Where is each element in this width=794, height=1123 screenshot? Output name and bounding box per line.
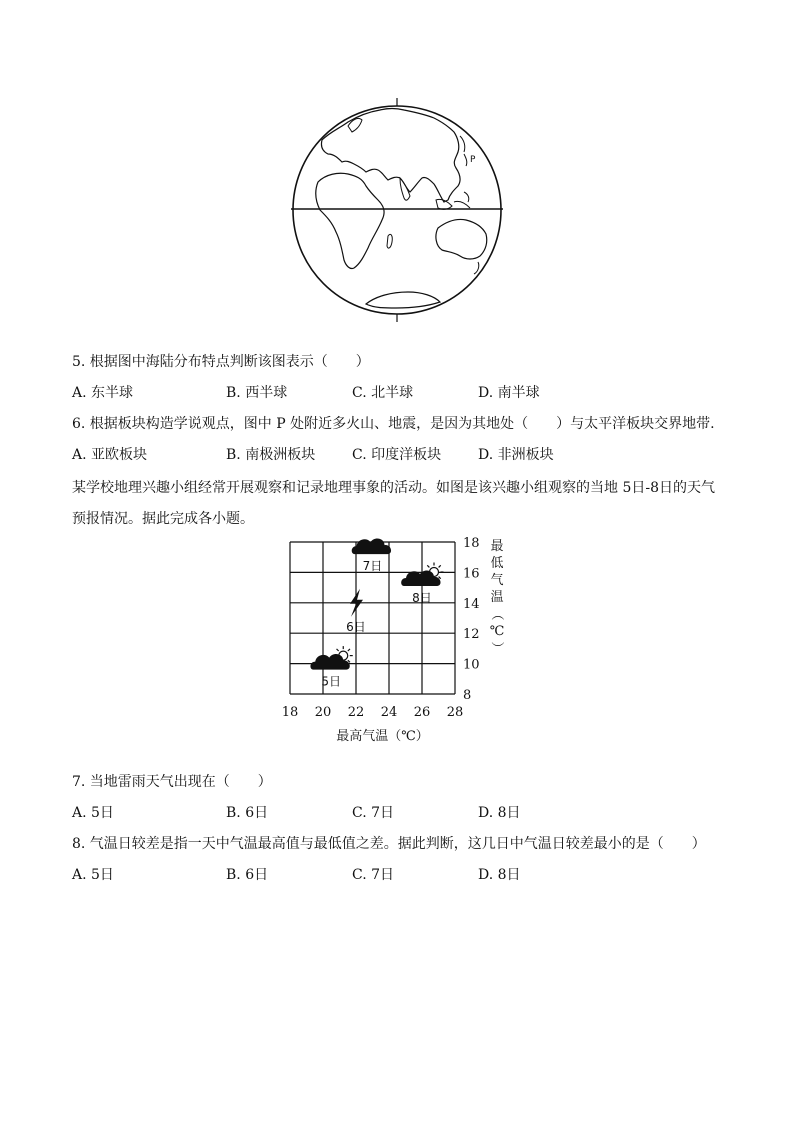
- y-tick-label: 16: [463, 566, 480, 582]
- y-axis-label-char: ℃: [489, 624, 505, 639]
- question-8-option-b[interactable]: B. 6日: [226, 867, 269, 883]
- question-5-option-c[interactable]: C. 北半球: [352, 385, 414, 401]
- question-7-option-d[interactable]: D. 8日: [478, 805, 521, 821]
- x-tick-label: 24: [380, 705, 398, 720]
- cloud-icon: [352, 539, 391, 555]
- point-p-label: P: [470, 155, 476, 165]
- question-8-stem: 8. 气温日较差是指一天中气温最高值与最低值之差。据此判断，这几日中气温日较差最小的是（ ）: [72, 836, 706, 852]
- point-label: 7日: [362, 559, 383, 574]
- question-7-option-c[interactable]: C. 7日: [352, 805, 395, 821]
- y-axis-label-char: ）: [489, 641, 504, 655]
- globe-icon: [288, 96, 506, 324]
- hemisphere-map: [288, 96, 506, 324]
- question-6-option-d[interactable]: D. 非洲板块: [478, 447, 554, 463]
- y-axis-label-char: 最: [490, 539, 504, 554]
- question-6-option-b[interactable]: B. 南极洲板块: [226, 447, 316, 463]
- intro-line-1: 某学校地理兴趣小组经常开展观察和记录地理事象的活动。如图是该兴趣小组观察的当地 5日-8日的天气: [72, 480, 715, 496]
- point-label: 5日: [321, 674, 342, 689]
- point-label: 8日: [412, 591, 432, 605]
- y-axis-label-char: （: [489, 607, 504, 621]
- question-7-option-b[interactable]: B. 6日: [226, 805, 269, 821]
- question-5-option-b[interactable]: B. 西半球: [226, 385, 288, 401]
- x-tick-label: 22: [347, 705, 365, 720]
- x-tick-label: 26: [413, 705, 431, 720]
- intro-line-2: 预报情况。据此完成各小题。: [72, 511, 254, 527]
- question-8-option-a[interactable]: A. 5日: [72, 867, 114, 883]
- x-tick-label: 20: [314, 705, 332, 720]
- x-tick-label: 18: [281, 705, 299, 720]
- y-tick-label: 12: [463, 627, 480, 643]
- x-axis-label: 最高气温（℃）: [336, 729, 429, 744]
- y-axis-label-char: 温: [490, 590, 504, 605]
- y-axis-label-char: 气: [490, 573, 504, 588]
- question-5-option-a[interactable]: A. 东半球: [72, 385, 134, 401]
- point-label: 6日: [346, 619, 366, 634]
- question-7-stem: 7. 当地雷雨天气出现在（ ）: [72, 774, 272, 790]
- y-tick-label: 14: [463, 596, 480, 612]
- x-tick-label: 28: [446, 705, 464, 720]
- question-8-option-c[interactable]: C. 7日: [352, 867, 395, 883]
- weather-chart-svg: [280, 532, 530, 744]
- question-6-option-c[interactable]: C. 印度洋板块: [352, 447, 442, 463]
- weather-chart: [280, 532, 530, 744]
- y-tick-label: 10: [463, 657, 480, 673]
- y-axis-label-char: 低: [490, 556, 504, 571]
- y-tick-label: 18: [463, 536, 480, 551]
- question-6-option-a[interactable]: A. 亚欧板块: [72, 447, 148, 463]
- question-7-option-a[interactable]: A. 5日: [72, 805, 114, 821]
- question-6-stem: 6. 根据板块构造学说观点，图中 P 处附近多火山、地震，是因为其地处（ ）与太平洋板块交界地带.: [72, 416, 715, 432]
- question-8-option-d[interactable]: D. 8日: [478, 867, 521, 883]
- y-tick-label: 8: [463, 688, 472, 703]
- question-5-option-d[interactable]: D. 南半球: [478, 385, 540, 401]
- question-5-stem: 5. 根据图中海陆分布特点判断该图表示（ ）: [72, 354, 370, 370]
